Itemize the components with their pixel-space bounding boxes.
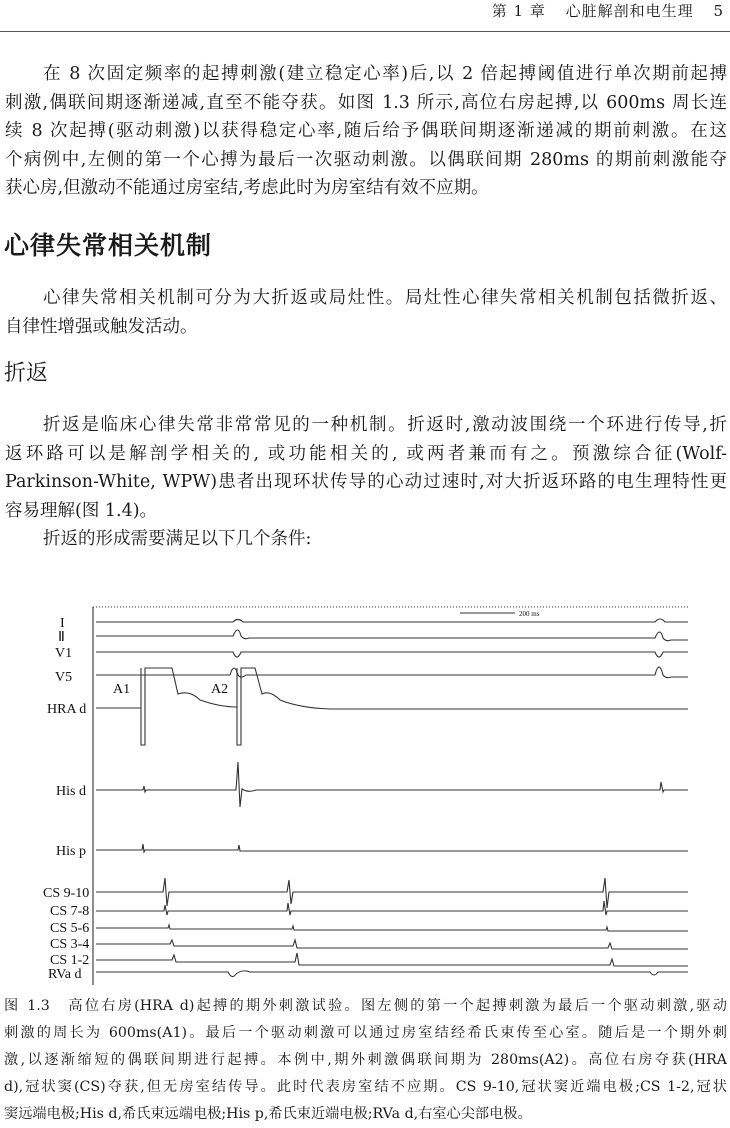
subsection-heading: 折返	[4, 361, 49, 386]
caption-line: d),冠状窦(CS)夺获,但无房室结传导。此时代表房室结不应期。CS 9-10,冠状窦近端电极;CS 1-2,冠状	[4, 1079, 727, 1095]
text-line: 获心房,但激动不能通过房室结,考虑此时为房室结有效不应期。	[5, 178, 489, 198]
text-line: 在 8 次固定频率的起搏刺激(建立稳定心率)后,以 2 倍起搏阈值进行单次期前起搏	[43, 64, 727, 84]
channel-label: CS 5-6	[50, 921, 90, 936]
trace-CS-3-4	[96, 940, 688, 949]
channel-label: His p	[56, 844, 86, 859]
text-line: 折返是临床心律失常非常常见的一种机制。折返时,激动波围绕一个环进行传导,折	[43, 415, 727, 435]
figure-caption	[4, 993, 727, 1128]
text-line: Parkinson-White, WPW)患者出现环状传导的心动过速时,对大折返环路的电生理特性更	[5, 472, 727, 492]
text-line: 刺激,偶联间期逐渐递减,直至不能夺获。如图 1.3 所示,高位右房起搏,以 600ms 周长连	[5, 92, 727, 113]
caption-line: 激,以逐渐缩短的偶联间期进行起搏。本例中,期外刺激偶联间期为 280ms(A2)。高位右房夺获(HRA	[4, 1052, 727, 1068]
channel-label: His d	[56, 784, 86, 799]
trace-His-d	[96, 762, 688, 807]
trace-V1	[96, 652, 688, 657]
channel-label: V1	[55, 646, 73, 661]
text-line: 续 8 次起搏(驱动刺激)以获得稳定心率,随后给予偶联间期逐渐递减的期前刺激。在这	[5, 121, 727, 141]
channel-label: I	[60, 616, 65, 631]
scale-bar-label: 200 ms	[519, 610, 540, 618]
channel-label: CS 1-2	[50, 953, 90, 968]
trace-CS-5-6	[96, 925, 688, 931]
trace-CS-7-8	[96, 901, 688, 915]
chapter-number: 第 1 章	[491, 2, 546, 20]
caption-line: 刺激的周长为 600ms(A1)。最后一个驱动刺激可以通过房室结经希氏束传至心室。随后是一个期外刺	[4, 1025, 727, 1041]
channel-label: HRA d	[47, 702, 87, 717]
text-line: 容易理解(图 1.4)。	[5, 500, 158, 521]
trace-I	[96, 619, 688, 622]
channel-label: RVa d	[48, 967, 82, 982]
trace-RVa-d	[96, 971, 688, 977]
paragraph-mechanisms	[5, 284, 727, 341]
text-line: 心律失常相关机制可分为大折返或局灶性。局灶性心律失常相关机制包括微折返、	[43, 288, 727, 308]
trace-CS-9-10	[96, 878, 688, 908]
trace-II	[96, 630, 688, 641]
figure-ecg-tracing	[0, 600, 730, 990]
trace-CS-1-2	[96, 953, 688, 966]
text-line: 返环路可以是解剖学相关的, 或功能相关的, 或两者兼而有之。预激综合征(Wolf-	[5, 443, 727, 464]
trace-HRA-d	[96, 668, 688, 745]
channel-label: CS 7-8	[50, 904, 90, 919]
chapter-title: 心脏解剖和电生理	[565, 2, 694, 20]
channel-label: CS 9-10	[43, 886, 90, 901]
running-header	[478, 0, 724, 21]
channel-label: V5	[55, 670, 73, 685]
trace-His-p	[96, 844, 688, 852]
text-line: 个病例中,左侧的第一个心搏为最后一次驱动刺激。以偶联间期 280ms 的期前刺激能夺	[5, 149, 727, 170]
annotation-A1: A1	[113, 682, 131, 697]
caption-line: 图 1.3 高位右房(HRA d)起搏的期外刺激试验。图左侧的第一个起搏刺激为最后一个驱动刺激,驱动	[4, 998, 727, 1014]
text-line: 自律性增强或触发活动。	[5, 316, 198, 337]
paragraph-reentry	[5, 411, 727, 554]
annotation-A2: A2	[211, 682, 229, 697]
section-heading: 心律失常相关机制	[4, 231, 213, 260]
channel-label: CS 3-4	[50, 937, 90, 952]
channel-label: Ⅱ	[58, 630, 65, 645]
trace-V5	[96, 667, 688, 678]
paragraph-extrastimulus	[5, 60, 727, 203]
text-line: 折返的形成需要满足以下几个条件:	[43, 529, 312, 549]
caption-line: 窦远端电极;His d,希氏束远端电极;His p,希氏束近端电极;RVa d,右室心尖部电极。	[4, 1106, 532, 1122]
header-rule	[0, 31, 730, 32]
page-number: 5	[713, 2, 724, 20]
